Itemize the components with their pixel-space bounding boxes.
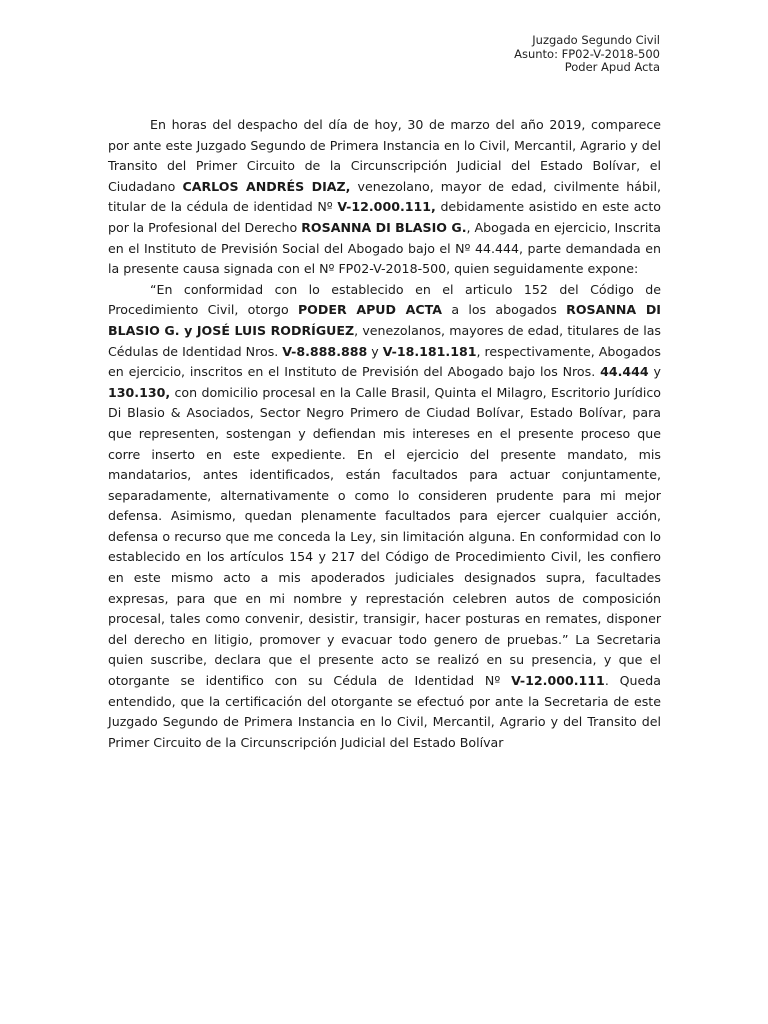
text: venezolano, mayor de edad, civilmente hábil, titular de la cédula de identidad Nº (108, 178, 661, 215)
assisting-lawyer-name: ROSANNA DI BLASIO G. (301, 219, 467, 235)
attorney-id-2: V-18.181.181 (382, 343, 477, 359)
text: y (648, 364, 661, 380)
paragraph-appearance (108, 115, 661, 280)
document-header (514, 34, 660, 75)
text: , respectivamente, Abogados en ejercicio, inscritos en el Instituto de Previsión del Abogado bajo los Nros. (108, 343, 661, 380)
document-type: Poder Apud Acta (564, 60, 660, 74)
attorney-id-1: V-8.888.888 (282, 343, 368, 359)
case-subject: Asunto: FP02-V-2018-500 (514, 46, 660, 61)
grantor-name: CARLOS ANDRÉS DIAZ, (182, 178, 351, 194)
grantor-id-repeat: V-12.000.111 (511, 673, 605, 689)
text: , Abogada en ejercicio, Inscrita en el Instituto de Previsión Social del Abogado bajo el Nº 44.444, parte demandada en la presente causa signada con el Nº FP02-V-2018-500, quien seguidamente expone: (108, 219, 661, 277)
document-body (108, 115, 661, 753)
inpreabogado-number-1: 44.444 (600, 364, 649, 380)
text: , venezolanos, mayores de edad, titulares de las Cédulas de Identidad Nros. (108, 322, 661, 359)
text: . Queda entendido, que la certificación del otorgante se efectuó por ante la Secretaria de este Juzgado Segundo de Primera Instancia en lo Civil, Mercantil, Agrario y del Transito del Primer Circuito de la Circunscripción Judicial del Estado Bolívar (108, 673, 661, 750)
text: debidamente asistido en este acto por la Profesional del Derecho (108, 199, 661, 235)
text: a los abogados (442, 302, 567, 318)
text: con domicilio procesal en la Calle Brasil, Quinta el Milagro, Escritorio Jurídico Di Blasio & Asociados, Sector Negro Primero de Ciudad Bolívar, Estado Bolívar, para que representen, sostengan y defiendan mis intereses en el presente proceso que corre inserto en este expediente. En el ejercicio del presente mandato, mis mandatarios, antes identificados, están facultados para actuar conjuntamente, separadamente, alternativamente o como lo consideren prudente para mi mejor defensa. Asimismo, quedan plenamente facultados para ejercer cualquier acción, defensa o recurso que me conceda la Ley, sin limitación alguna. En conformidad con lo establecido en los artículos 154 y 217 del Código de Procedimiento Civil, les confiero en este mismo acto a mis apoderados judiciales designados supra, facultades expresas, para que en mi nombre y represtación celebren autos de composición procesal, tales como convenir, desistir, transigir, hacer posturas en remates, disponer del derecho en litigio, promover y evacuar todo genero de pruebas.” La Secretaria quien suscribe, declara que el presente acto se realizó en su presencia, y que el otorgante se identifico con su Cédula de Identidad Nº (108, 384, 661, 689)
paragraph-declaration (108, 280, 661, 754)
attorneys-names: ROSANNA DI BLASIO G. y JOSÉ LUIS RODRÍGUEZ (108, 302, 661, 338)
grantor-id: V-12.000.111, (337, 199, 436, 215)
power-type: PODER APUD ACTA (297, 302, 443, 318)
text: “En conformidad con lo establecido en el articulo 152 del Código de Procedimiento Civil, otorgo (108, 281, 661, 318)
court-name: Juzgado Segundo Civil (532, 33, 660, 47)
text: En horas del despacho del día de hoy, 30 de marzo del año 2019, comparece por ante este Juzgado Segundo de Primera Instancia en lo Civil, Mercantil, Agrario y del Transito del Primer Circuito de la Circunscripción Judicial del Estado Bolívar, el Ciudadano (108, 117, 661, 194)
inpreabogado-number-2: 130.130, (108, 384, 171, 400)
text: y (367, 343, 383, 359)
